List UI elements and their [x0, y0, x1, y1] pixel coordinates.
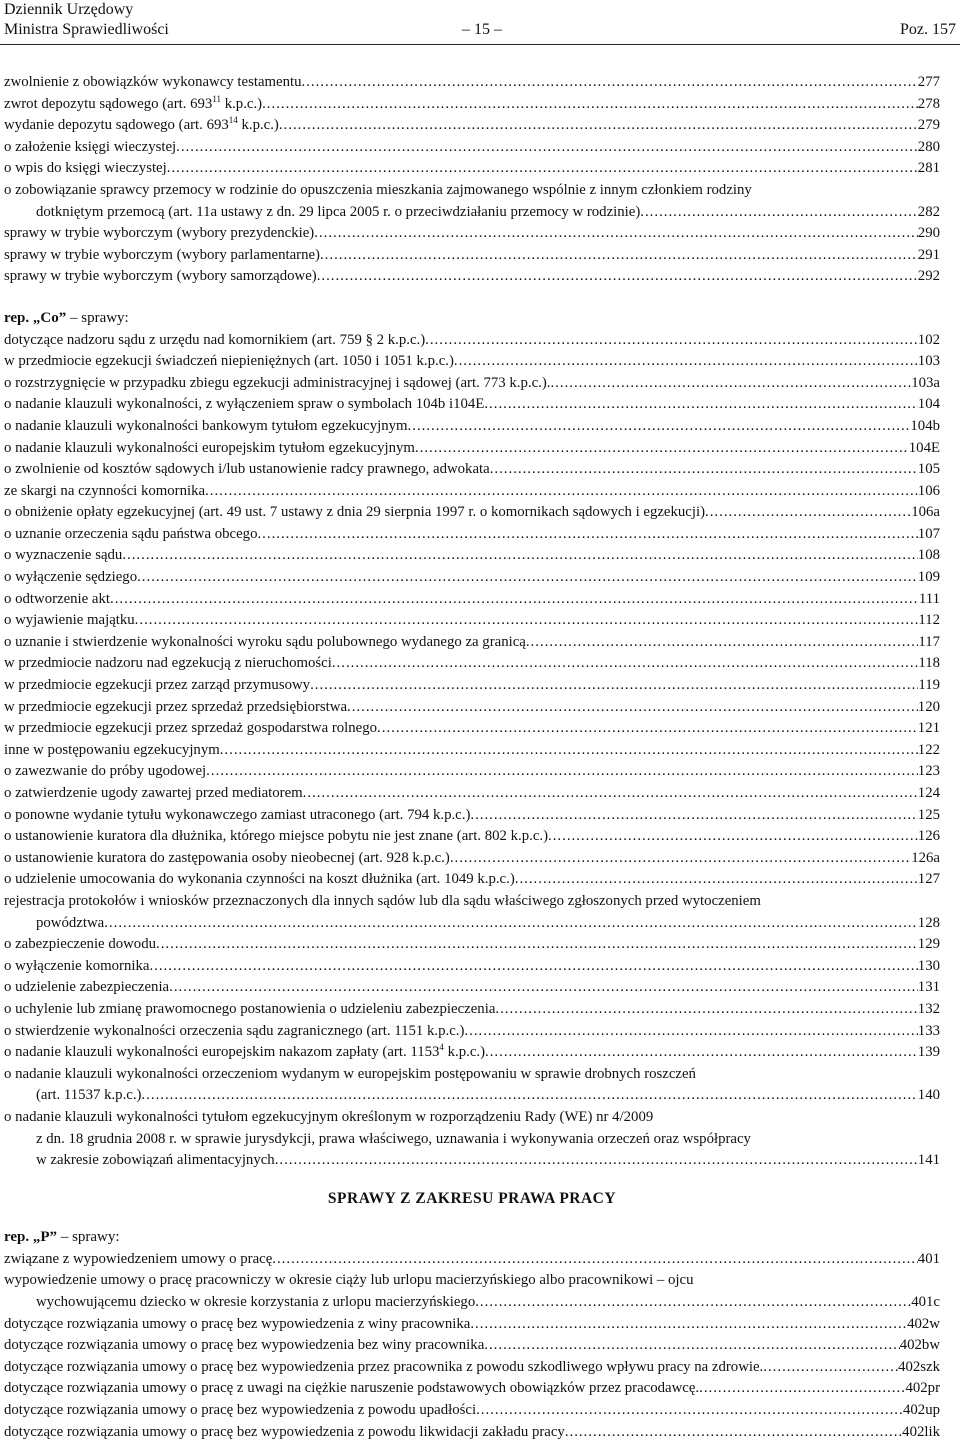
index-entry	[4, 416, 940, 438]
index-entry	[4, 1064, 940, 1107]
entry-label: wypowiedzenie umowy o pracę pracowniczy w okresie ciąży lub urlopu macierzyńskiego albo pracownikowi – ojcu	[4, 1272, 694, 1289]
entry-label: dotkniętym przemocą (art. 11a ustawy z dn. 29 lipca 2005 r. o przeciwdziałaniu przemocy w rodzinie)	[36, 203, 641, 220]
position-number: Poz. 157	[900, 21, 956, 38]
entry-label: o udzielenie zabezpieczenia	[4, 979, 170, 996]
entry-label: powództwa	[36, 914, 105, 931]
entry-label-continued	[4, 1150, 940, 1172]
dot-leader	[475, 1292, 911, 1314]
rep-p-heading: rep. „P” – sprawy:	[4, 1229, 120, 1246]
index-entry	[4, 1107, 940, 1172]
entry-label: (art. 11537 k.p.c.)	[36, 1087, 142, 1104]
entry-label: o nadanie klauzuli wykonalności orzeczeniom wydanym w europejskim postępowaniu w sprawie drobnych roszczeń	[4, 1065, 696, 1082]
index-entry	[4, 94, 940, 116]
dot-leader	[320, 245, 918, 267]
index-entry	[4, 438, 940, 460]
entry-label: o udzielenie umocowania do wykonania czynności na koszt dłużnika (art. 1049 k.p.c.)	[4, 871, 515, 888]
dot-leader	[167, 158, 918, 180]
entry-label: o wyznaczenie sądu	[4, 547, 123, 564]
dot-leader	[408, 416, 911, 438]
entry-code: 106a	[911, 504, 940, 521]
entry-label: o nadanie klauzuli wykonalności europejskim nakazom zapłaty (art. 1153$^4$ k.p.c.)	[4, 1042, 486, 1061]
entry-code: 123	[917, 763, 940, 780]
entry-label: o uznanie orzeczenia sądu państwa obcego	[4, 525, 258, 542]
entry-code: 103	[917, 353, 940, 370]
dot-leader	[332, 653, 918, 675]
rep-prefix: rep.	[4, 309, 30, 326]
dot-leader	[640, 202, 918, 224]
entry-label: w przedmiocie nadzoru nad egzekucją z nieruchomości	[4, 655, 332, 672]
index-entry	[4, 394, 940, 416]
entry-label-continued: z dn. 18 grudnia 2008 r. w sprawie jurysdykcji, prawa właściwego, uznawania i wykonywania orzeczeń oraz współpracy	[36, 1130, 751, 1147]
entry-code: 279	[917, 117, 940, 134]
dot-leader	[550, 373, 911, 395]
index-entry	[4, 1042, 940, 1064]
spacer	[4, 288, 940, 308]
entry-label: o nadanie klauzuli wykonalności bankowym tytułom egzekucyjnym	[4, 417, 408, 434]
entry-code: 292	[917, 268, 940, 285]
entry-label: o zatwierdzenie ugody zawartej przed mediatorem	[4, 785, 303, 801]
entry-label: o ustanowienie kuratora dla dłużnika, którego miejsce pobytu nie jest znane (art. 802 k.p.c.)	[4, 828, 549, 845]
index-entry	[4, 977, 940, 999]
entry-code: 103a	[911, 374, 940, 391]
entry-label: dotyczące rozwiązania umowy o pracę bez wypowiedzenia bez winy pracownika	[4, 1337, 485, 1354]
index-entry	[4, 330, 940, 352]
dot-leader	[495, 999, 917, 1021]
index-list-1	[4, 72, 940, 288]
entry-code: 129	[917, 936, 940, 953]
entry-label: o założenie księgi wieczystej	[4, 138, 177, 155]
index-entry	[4, 805, 940, 827]
entry-label: o odtworzenie akt	[4, 590, 111, 607]
index-entry	[4, 545, 940, 567]
dot-leader	[699, 1378, 905, 1400]
dot-leader	[302, 72, 918, 94]
entry-label-continued	[4, 1292, 940, 1314]
entry-code: 402w	[907, 1315, 940, 1332]
entry-code: 119	[918, 677, 940, 694]
entry-label: sprawy w trybie wyborczym (wybory prezydenckie)	[4, 225, 315, 242]
entry-label: dotyczące rozwiązania umowy o pracę bez wypowiedzenia z powodu likwidacji zakładu pracy	[4, 1423, 565, 1440]
index-entry	[4, 459, 940, 481]
dot-leader	[548, 826, 918, 848]
dot-leader	[490, 459, 918, 481]
entry-code: 126	[917, 828, 940, 845]
entry-code: 108	[917, 547, 940, 564]
index-entry	[4, 1378, 940, 1400]
entry-label: o zabezpieczenie dowodu	[4, 936, 157, 953]
rep-suffix: sprawy:	[72, 1229, 120, 1246]
index-entry	[4, 180, 940, 223]
page-header	[0, 0, 960, 46]
entry-code: 104b	[910, 417, 940, 434]
dot-leader	[314, 223, 918, 245]
dot-leader	[169, 977, 918, 999]
dot-leader	[104, 913, 918, 935]
dot-leader	[137, 567, 918, 589]
entry-code: 105	[917, 461, 940, 478]
entry-label: o wyłączenie komornika	[4, 957, 150, 974]
dot-leader	[485, 1042, 918, 1064]
index-entry	[4, 223, 940, 245]
entry-label: w zakresie zobowiązań alimentacyjnych	[36, 1152, 275, 1169]
index-entry	[4, 567, 940, 589]
entry-label: o ustanowienie kuratora do zastępowania osoby nieobecnej (art. 928 k.p.c.)	[4, 849, 450, 866]
entry-label: w przedmiocie egzekucji przez sprzedaż przedsiębiorstwa	[4, 698, 348, 715]
index-entry	[4, 1357, 940, 1379]
superscript: 11	[212, 93, 221, 104]
entry-label-continued	[4, 202, 940, 224]
entry-label: o obniżenie opłaty egzekucyjnej (art. 49 ust. 7 ustawy z dnia 29 sierpnia 1997 r. o komornikach sądowych i egzekucji)	[4, 504, 706, 521]
dot-leader	[317, 266, 918, 288]
index-entry	[4, 481, 940, 503]
entry-code: 125	[917, 806, 940, 823]
entry-label: w przedmiocie egzekucji przez zarząd przymusowy	[4, 677, 311, 694]
index-entry	[4, 956, 940, 978]
rep-suffix: sprawy:	[81, 309, 129, 326]
dot-leader	[464, 1021, 917, 1043]
entry-label: zwolnienie z obowiązków wykonawcy testamentu	[4, 74, 302, 90]
entry-code: 281	[917, 160, 940, 177]
index-entry	[4, 1314, 940, 1336]
entry-label-continued	[4, 1085, 940, 1107]
entry-code: 112	[918, 612, 940, 629]
index-entry	[4, 502, 940, 524]
dot-leader	[763, 1357, 898, 1379]
index-entry	[4, 589, 940, 611]
section-title: SPRAWY Z ZAKRESU PRAWA PRACY	[327, 1189, 617, 1207]
header-divider	[0, 44, 960, 45]
entry-code: 104E	[908, 439, 940, 456]
entry-code: 139	[917, 1044, 940, 1061]
superscript: 14	[228, 115, 238, 126]
index-entry	[4, 697, 940, 719]
entry-label: o nadanie klauzuli wykonalności europejskim tytułom egzekucyjnym	[4, 439, 415, 456]
dot-leader	[122, 545, 917, 567]
entry-code: 102	[917, 331, 940, 348]
dot-leader	[205, 481, 918, 503]
entry-code: 131	[917, 979, 940, 996]
entry-code: 280	[917, 138, 940, 155]
index-entry	[4, 891, 940, 934]
entry-label: dotyczące rozwiązania umowy o pracę bez wypowiedzenia z powodu upadłości	[4, 1402, 477, 1419]
dot-leader	[347, 697, 918, 719]
entry-code: 402bw	[899, 1337, 940, 1354]
entry-label: zwrot depozytu sądowego (art. $693^{11}$ k.p.c.)	[4, 93, 263, 112]
dot-leader	[425, 330, 918, 352]
dot-leader	[149, 956, 917, 978]
index-entry	[4, 632, 940, 654]
dot-leader	[484, 394, 917, 416]
dot-leader	[156, 934, 918, 956]
journal-title: Dziennik Urzędowy	[4, 1, 134, 18]
dot-leader	[135, 610, 919, 632]
index-entry	[4, 1335, 940, 1357]
index-entry	[4, 524, 940, 546]
entry-code: 133	[917, 1022, 940, 1039]
entry-code: 401	[917, 1250, 940, 1267]
entry-code: 278	[917, 95, 940, 112]
ministry-name: Ministra Sprawiedliwości	[4, 21, 169, 38]
dot-leader	[565, 1422, 902, 1443]
index-entry	[4, 740, 940, 762]
dot-leader	[470, 1314, 907, 1336]
rep-prefix: rep.	[4, 1229, 30, 1246]
dot-leader	[110, 589, 919, 611]
dot-leader	[279, 115, 918, 137]
dot-leader	[257, 524, 917, 546]
entry-code: 141	[917, 1152, 940, 1169]
entry-label: dotyczące rozwiązania umowy o pracę bez wypowiedzenia z winy pracownika	[4, 1315, 471, 1332]
entry-code: 127	[917, 871, 940, 888]
entry-code: 122	[917, 741, 940, 758]
dot-leader	[272, 1249, 918, 1271]
entry-label: o uznanie i stwierdzenie wykonalności wyroku sądu polubownego wydanego za granicą	[4, 633, 526, 650]
entry-code: 128	[917, 914, 940, 931]
entry-code: 282	[917, 203, 940, 220]
dot-leader	[176, 137, 918, 159]
dot-leader	[262, 94, 918, 116]
index-entry	[4, 848, 940, 870]
dot-leader	[415, 438, 909, 460]
entry-code: 126a	[911, 849, 940, 866]
rep-symbol: „P”	[32, 1229, 58, 1246]
index-entry	[4, 610, 940, 632]
entry-code: 118	[918, 655, 940, 672]
entry-code: 140	[917, 1087, 940, 1104]
entry-label: o nadanie klauzuli wykonalności, z wyłączeniem spraw o symbolach 104b i104E	[4, 396, 485, 413]
entry-label: dotyczące nadzoru sądu z urzędu nad komornikiem (art. 759 § 2 k.p.c.)	[4, 331, 426, 348]
index-entry	[4, 869, 940, 891]
entry-label: sprawy w trybie wyborczym (wybory parlamentarne)	[4, 246, 320, 263]
page-number: – 15 –	[462, 21, 502, 38]
index-list-2	[4, 330, 940, 1172]
entry-code: 402up	[903, 1402, 940, 1419]
entry-code: 121	[917, 720, 940, 737]
index-entry	[4, 999, 940, 1021]
dot-leader	[303, 783, 918, 805]
index-entry	[4, 1400, 940, 1422]
superscript: 4	[439, 1042, 444, 1053]
index-content	[4, 72, 940, 1443]
entry-code: 104	[917, 396, 940, 413]
entry-label: o wyjawienie majątku	[4, 612, 135, 629]
index-entry	[4, 653, 940, 675]
index-entry	[4, 266, 940, 288]
entry-label: o stwierdzenie wykonalności orzeczenia sądu zagranicznego (art. 1151 k.p.c.)	[4, 1022, 465, 1039]
entry-label: inne w postępowaniu egzekucyjnym	[4, 741, 220, 758]
entry-label-continued	[4, 913, 940, 935]
entry-label: o uchylenie lub zmianę prawomocnego postanowienia o udzieleniu zabezpieczenia	[4, 1000, 496, 1017]
entry-code: 291	[917, 246, 940, 263]
index-entry	[4, 675, 940, 697]
rep-co-heading: rep. „Co” – sprawy:	[4, 309, 129, 326]
entry-label: dotyczące rozwiązania umowy o pracę z uwagi na ciężkie naruszenie podstawowych obowiązków przez pracodawcę.	[4, 1380, 700, 1397]
dot-leader	[526, 632, 919, 654]
entry-code: 106	[917, 482, 940, 499]
index-entry	[4, 137, 940, 159]
entry-label: o ponowne wydanie tytułu wykonawczego zamiast utraconego (art. 794 k.p.c.)	[4, 806, 471, 823]
index-list-3	[4, 1249, 940, 1443]
index-entry	[4, 826, 940, 848]
entry-code: 111	[918, 590, 940, 607]
entry-label: o zwolnienie od kosztów sądowych i/lub ustanowienie radcy prawnego, adwokata	[4, 461, 490, 478]
index-entry	[4, 158, 940, 180]
entry-label: o nadanie klauzuli wykonalności tytułom egzekucyjnym określonym w rozporządzeniu Rady (WE) nr 4/2009	[4, 1108, 654, 1125]
dot-leader	[141, 1085, 917, 1107]
index-entry	[4, 72, 940, 94]
index-entry	[4, 1021, 940, 1043]
dot-leader	[206, 761, 918, 783]
dot-leader	[515, 869, 918, 891]
entry-label: wychowującemu dziecko w okresie korzystania z urlopu macierzyńskiego	[36, 1294, 476, 1311]
entry-label: rejestracja protokołów i wniosków przeznaczonych dla innych sądów lub dla sądu właściwego zgłoszonych przed wytoczeniem	[4, 892, 761, 909]
entry-label: o wpis do księgi wieczystej	[4, 160, 167, 177]
index-entry	[4, 1249, 940, 1271]
dot-leader	[454, 351, 918, 373]
entry-label: dotyczące rozwiązania umowy o pracę bez wypowiedzenia przez pracownika z powodu szkodliwego wpływu pracy na zdrowie.	[4, 1358, 764, 1375]
dot-leader	[476, 1400, 903, 1422]
index-entry	[4, 1422, 940, 1443]
entry-code: 120	[917, 698, 940, 715]
rep-symbol: „Co”	[32, 309, 67, 326]
entry-label: w przedmiocie egzekucji świadczeń niepieniężnych (art. 1050 i 1051 k.p.c.)	[4, 353, 454, 370]
entry-code: 402pr	[905, 1380, 940, 1397]
entry-label: o zobowiązanie sprawcy przemocy w rodzinie do opuszczenia mieszkania zajmowanego wspólnie z innym członkiem rodziny	[4, 181, 752, 198]
dot-leader	[450, 848, 911, 870]
dot-leader	[705, 502, 911, 524]
dot-leader	[220, 740, 918, 762]
entry-label: o wyłączenie sędziego	[4, 569, 138, 586]
entry-code: 277	[917, 74, 940, 90]
entry-label: w przedmiocie egzekucji przez sprzedaż gospodarstwa rolnego	[4, 720, 378, 737]
entry-label: sprawy w trybie wyborczym (wybory samorządowe)	[4, 268, 317, 285]
dot-leader	[484, 1335, 899, 1357]
entry-code: 124	[917, 785, 940, 801]
entry-code: 401c	[911, 1294, 940, 1311]
entry-label: o rozstrzygnięcie w przypadku zbiegu egzekucji administracyjnej i sądowej (art. 773 k.p.c.).	[4, 374, 551, 391]
index-entry	[4, 351, 940, 373]
index-entry	[4, 245, 940, 267]
entry-code: 402lik	[902, 1423, 940, 1440]
index-entry	[4, 934, 940, 956]
dot-leader	[377, 718, 918, 740]
dot-leader	[470, 805, 917, 827]
entry-label: związane z wypowiedzeniem umowy o pracę	[4, 1250, 273, 1267]
index-entry	[4, 761, 940, 783]
entry-code: 109	[917, 569, 940, 586]
dot-leader	[310, 675, 918, 697]
index-entry	[4, 718, 940, 740]
index-entry	[4, 1270, 940, 1313]
index-entry	[4, 783, 940, 805]
entry-label: wydanie depozytu sądowego (art. $693^{14}$ k.p.c.)	[4, 115, 279, 134]
entry-label: o zawezwanie do próby ugodowej	[4, 763, 207, 780]
index-entry	[4, 115, 940, 137]
entry-code: 130	[917, 957, 940, 974]
entry-code: 132	[917, 1000, 940, 1017]
dot-leader	[275, 1150, 918, 1172]
entry-code: 107	[917, 525, 940, 542]
entry-code: 402szk	[898, 1358, 940, 1375]
entry-label: ze skargi na czynności komornika	[4, 482, 206, 499]
entry-code: 117	[918, 633, 940, 650]
entry-code: 290	[917, 225, 940, 242]
index-entry	[4, 373, 940, 395]
